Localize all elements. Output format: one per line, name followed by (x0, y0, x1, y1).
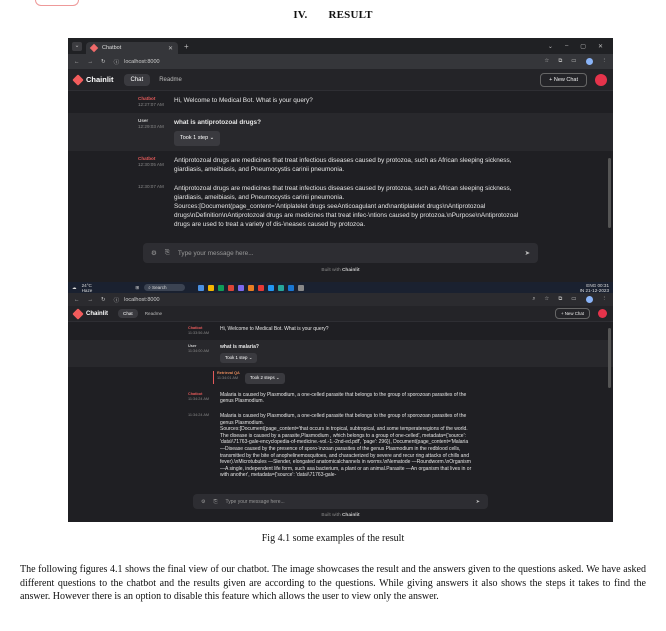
extensions-icon[interactable]: ⧉ (558, 296, 563, 302)
user-avatar[interactable] (595, 74, 607, 86)
tab-readme[interactable]: Readme (159, 76, 182, 83)
body-paragraph: The following figures 4.1 shows the final view of our chatbot. The image showcases the result and the answers given to the questions asked. We have asked different questions to the chatbot and the results given are according to the questions. While giving answers it also shows the steps it takes to find the answer. However there is an option to disable this feature which allows the user to view only the answer. (20, 564, 646, 603)
tab-readme[interactable]: Readme (144, 311, 163, 316)
url-field[interactable] (114, 58, 537, 66)
message-sources: Sources:[Document(page_content='that occurs in tropical, subtropical, and some temperateregions of the world. The disease is caused by a parasite,Plasmodium , which belongs to a group of one-celled', metadata={'source': 'data\\71763-gale-encyclopedia-of-medicine.-vol.-1.-2nd-ed.pdf', 'page': 296}), Document(page_content='Malaria —Disease caused by the presence of sporo-\nzoan parasites of the genus Plasmodium in the redblood cells, transmitted by the bite of anophelinemosquitoes, and characterized by severe and recur ring attacks of chills and fever).\nMicrotubules —Slender, elongated anatomicalchannels in worms.\nNematode —Roundworm.\nOrganism —A single, independent life form, such asa bacterium, a plant or an animal.Parasite —An organism that lives in or with another', metadata={'source': 'data\\71763-gale- (220, 426, 472, 479)
chat-messages (68, 91, 613, 234)
weather-temp: 24°C (81, 282, 92, 288)
extensions-icon[interactable]: ⧉ (558, 58, 563, 64)
screenshot-malaria (68, 293, 613, 522)
message-author: Chatbot (138, 156, 156, 161)
message-input[interactable] (193, 494, 488, 509)
message-time: 11:34:00 AM (188, 349, 210, 353)
input-placeholder: Type your message here... (225, 498, 285, 505)
reload-icon[interactable]: ↻ (101, 296, 106, 303)
back-icon[interactable]: ← (74, 58, 80, 65)
message-author: Chatbot (188, 326, 203, 330)
close-window-icon[interactable]: ✕ (597, 43, 603, 50)
message-text: Antiprotozoal drugs are medicines that treat infectious diseases caused by protozoa, such as African sleeping sickness, giardiasis, ameibiasis, and Pneumocystis carinii pneumonia. (174, 185, 512, 201)
browser-tab[interactable] (86, 42, 178, 54)
vscode-icon[interactable] (288, 285, 294, 291)
app-name: Chainlit (86, 75, 114, 84)
address-bar (68, 293, 613, 306)
figure-caption: Fig 4.1 some examples of the result (261, 533, 405, 544)
forward-icon[interactable]: → (87, 296, 93, 303)
windows-taskbar (68, 282, 613, 293)
maximize-icon[interactable]: ▢ (580, 43, 586, 50)
message-text: Antiprotozoal drugs are medicines that treat infectious diseases caused by protozoa, such as African sleeping sickness, giardiasis, ameibiasis, and Pneumocystis carinii pneumonia. (174, 157, 512, 173)
message-text: Hi, Welcome to Medical Bot. What is your query? (174, 97, 313, 104)
site-info-icon[interactable]: ⓘ (113, 59, 120, 66)
weather-desc: Haze (81, 287, 93, 293)
tab-title: Chatbot (102, 45, 122, 51)
folder-icon[interactable] (208, 285, 214, 291)
steps-toggle-button[interactable]: Took 2 steps ⌄ (245, 373, 285, 384)
steps-toggle-button[interactable]: Took 1 step ⌄ (174, 131, 220, 146)
section-title: RESULT (328, 9, 373, 21)
built-with-footer: Built with Chainlit (321, 513, 360, 518)
user-avatar[interactable] (598, 309, 607, 318)
new-chat-button[interactable]: + New Chat (540, 73, 587, 87)
forward-icon[interactable]: → (87, 58, 93, 65)
message-time: 11:34:24 AM (188, 396, 210, 401)
message-time: 12:30:07 AM (138, 184, 164, 189)
site-info-icon[interactable]: ⓘ (113, 297, 120, 304)
message-text: Malaria is caused by Plasmodium, a one-celled parasite that belongs to the group of sporozoan parasites of the genus Plasmodium. (220, 412, 467, 426)
profile-avatar[interactable] (586, 58, 593, 65)
app-icon[interactable] (258, 285, 264, 291)
app-icon[interactable] (238, 285, 244, 291)
taskbar-search[interactable]: ⌕ Search (144, 284, 184, 291)
message-author: Chatbot (188, 391, 203, 396)
app-icon[interactable] (228, 285, 234, 291)
input-placeholder: Type your message here... (177, 249, 254, 257)
message-time: 11:34:24 AM (188, 412, 210, 417)
section-heading (0, 9, 666, 21)
url-field[interactable] (114, 296, 525, 304)
message-time: 11:34:01 AM (217, 376, 239, 381)
screenshot-antiprotozoal (68, 38, 613, 293)
message-author: Chatbot (138, 96, 156, 101)
app-icon[interactable] (198, 285, 204, 291)
steps-toggle-button[interactable]: Took 1 step ⌄ (220, 353, 257, 364)
browser-tabbar (68, 38, 613, 54)
sidepanel-icon[interactable]: ▭ (571, 58, 577, 64)
window-controls (548, 43, 613, 50)
tab-menu-icon[interactable]: ⌄ (72, 42, 82, 51)
message-time: 12:30:05 AM (138, 162, 164, 167)
message-time: 12:29:03 AM (138, 124, 164, 129)
app-header (68, 306, 613, 322)
settings-icon[interactable]: ⚙ (201, 498, 206, 505)
attach-icon[interactable]: ⎘ (213, 498, 218, 505)
zoom-icon[interactable]: ⌕ (532, 296, 536, 302)
top-decoration (35, 0, 79, 6)
weather-icon: ☁ (72, 284, 77, 290)
message-text: Malaria is caused by Plasmodium, a one-celled parasite that belongs to the group of sporozoan parasites of the genus Plasmodium. (220, 391, 467, 405)
message-input[interactable] (143, 243, 538, 263)
send-icon[interactable]: ➤ (475, 498, 480, 505)
message-answer (188, 388, 613, 409)
message-welcome (188, 322, 613, 340)
url-text: localhost:8000 (124, 58, 160, 65)
message-sources: Sources:[Document(page_content='Antiplatelet drugs seeAnticoagulant and\nantiplatelet drugs\nAntiprotozoal drugs\nDefinition\nAntiprotozoal drugs are medicines that treat infec-\ntions caused by protozoa.\nPurpose\nAntiprotozoal drugs are used to treat a variety of dis-\neases caused by protozoa. (174, 203, 519, 228)
message-author: Retrieval QA (217, 371, 240, 376)
sidepanel-icon[interactable]: ▭ (571, 296, 577, 302)
new-chat-button[interactable]: + New Chat (555, 308, 590, 319)
message-retrieval (188, 367, 613, 388)
message-text: Hi, Welcome to Medical Bot. What is your query? (220, 326, 329, 332)
message-detail (138, 179, 613, 234)
settings-icon[interactable]: ⚙ (151, 250, 157, 257)
tab-chat[interactable]: Chat (118, 309, 138, 318)
app-name: Chainlit (86, 310, 108, 317)
new-tab-icon[interactable]: + (184, 41, 189, 51)
tab-chat[interactable]: Chat (124, 74, 151, 86)
app-icon[interactable] (248, 285, 254, 291)
chainlit-logo (74, 310, 108, 318)
chat-messages (68, 322, 613, 477)
app-header (68, 69, 613, 91)
app-icon[interactable] (218, 285, 224, 291)
profile-avatar[interactable] (586, 296, 593, 303)
message-author: User (138, 118, 149, 123)
chat-scrollbar[interactable] (608, 328, 611, 388)
bookmark-star-icon[interactable]: ☆ (544, 296, 550, 302)
taskbar-apps (198, 285, 304, 291)
message-time: 11:33:56 AM (188, 331, 210, 335)
message-detail (188, 409, 613, 477)
built-with-footer: Built with Chainlit (321, 268, 360, 273)
message-user (68, 113, 613, 151)
attach-icon[interactable]: ⎘ (164, 249, 170, 256)
chat-scrollbar[interactable] (608, 158, 611, 228)
message-answer (138, 151, 613, 179)
chainlit-favicon-icon (90, 44, 98, 52)
message-user (68, 340, 613, 367)
message-text: what is antiprotozoal drugs? (174, 119, 261, 126)
chainlit-logo-icon (72, 308, 83, 319)
browser-menu-icon[interactable]: ⋮ (601, 296, 607, 302)
minimize-icon[interactable]: – (564, 42, 569, 49)
url-text: localhost:8000 (124, 296, 160, 303)
chainlit-logo-icon (72, 74, 83, 85)
reload-icon[interactable]: ↻ (101, 58, 106, 65)
start-icon[interactable]: ⊞ (135, 284, 140, 290)
close-tab-icon[interactable]: ✕ (167, 45, 173, 52)
message-time: 12:27:07 AM (138, 102, 164, 107)
message-author: User (188, 344, 197, 348)
back-icon[interactable]: ← (74, 296, 80, 303)
app-icon[interactable] (278, 285, 284, 291)
message-welcome (138, 91, 613, 113)
bookmark-star-icon[interactable]: ☆ (544, 58, 550, 64)
message-text: what is malaria? (220, 344, 259, 350)
chainlit-logo (74, 75, 114, 84)
browser-menu-icon[interactable]: ⋮ (601, 58, 607, 64)
system-tray: ENG 00:31 IN 21-12-2023 (579, 282, 609, 293)
address-bar (68, 54, 613, 69)
section-number: IV. (293, 9, 308, 21)
chrome-icon[interactable] (268, 285, 274, 291)
app-icon[interactable] (298, 285, 304, 291)
send-icon[interactable]: ➤ (524, 250, 530, 257)
chevron-down-icon[interactable]: ⌄ (547, 43, 553, 50)
